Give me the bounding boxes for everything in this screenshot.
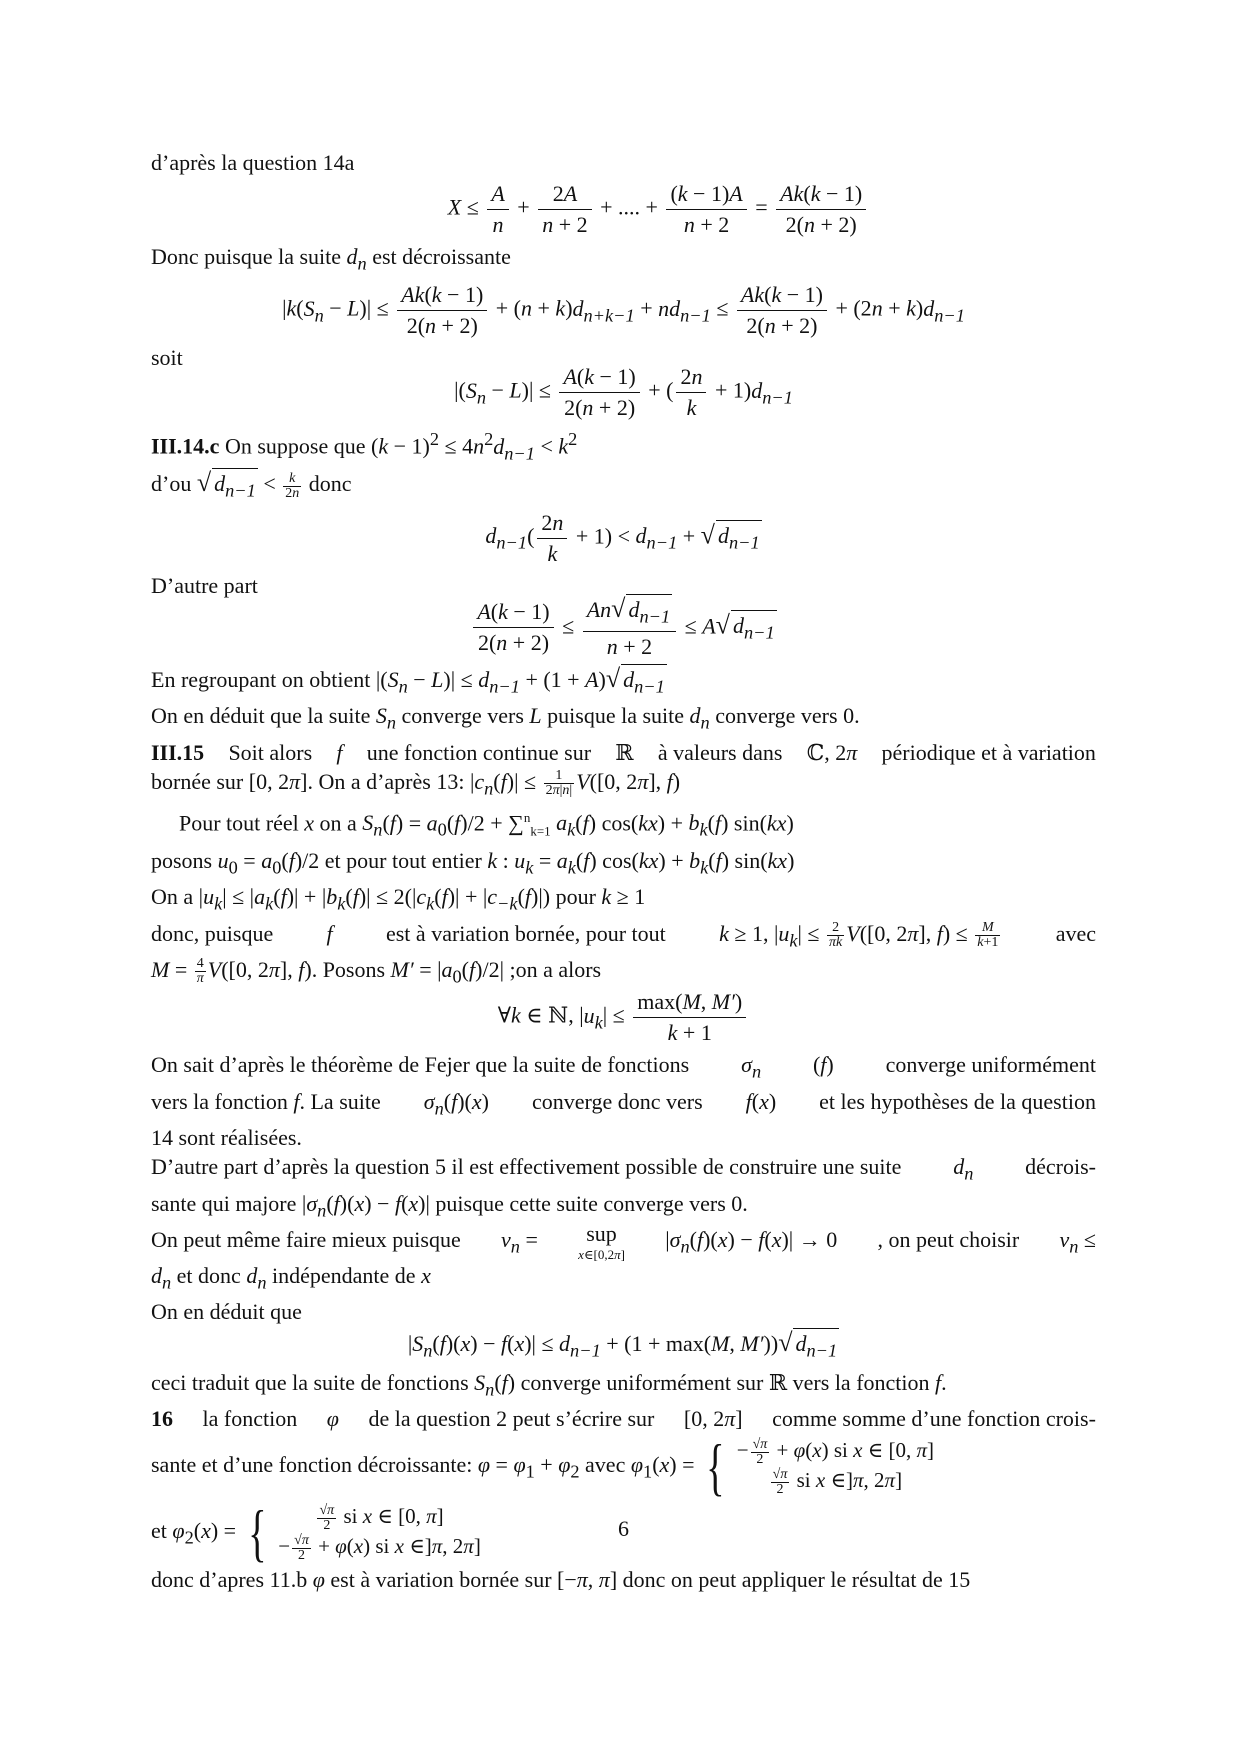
text-line: En regroupant on obtient $|(S_n - L)| \le d_{n-1} + (1 + A)√$ $d_{n-1}$ [151,664,1096,701]
text-line: III.15 Soit alors f une fonction continue sur ℝ à valeurs dans ℂ, 2π périodique et à variation [151,739,1096,765]
text-line: posons $u_0 = a_0(f)/2$ et pour tout entier k : $u_k = a_k(f) \cos(kx) + b_k(f)$ sin(kx) [151,847,795,878]
equation-a-bound: $\frac{A(k - 1)}{2(n + 2)}$ ≤ $\frac{An√ d_{n-1}}{n + 2}$ ≤ A√ $d_{n-1}$ [151,594,1096,662]
text-line: soit [151,345,183,371]
text-line: D’autre part [151,572,258,598]
text-line: d’ou √ $d_{n-1}$ < $\frac{k}{2n}$ donc [151,468,1096,505]
equation-k-sn: $|k(S_n - L)|$ ≤ $\frac{Ak(k - 1)}{2(n + 2)}$ + $(n + k)d_{n+k-1} + nd_{n-1}$ ≤ $\frac{Ak(k - 1)}{2(n + 2)}$ + $(2n + k)d_{n-1}$ [282,282,965,339]
text-line: donc, puisque f est à variation bornée, pour tout k ≥ 1, $|u_k|$ ≤ $\frac{2}{\pi k}$ V([0, 2π], f) ≤ $\frac{M}{k+1}$ avec [151,920,1096,951]
text-line: sante qui majore $|\sigma_n(f)(x) - f(x)|$ puisque cette suite converge vers 0. [151,1190,748,1220]
equation-sn-l: $|(S_n - L)|$ ≤ $\frac{A(k - 1)}{2(n + 2)}$ + ( $\frac{2n}{k}$ + $1)d_{n-1}$ [454,364,793,421]
text-line: $d_n$ et donc $d_n$ indépendante de x [151,1262,431,1293]
text-line: 16 la fonction φ de la question 2 peut s’écrire sur [0, 2π] comme somme d’une fonction crois- [151,1406,1096,1432]
text-line: On peut même faire mieux puisque $v_n$ = sup x∈[0,2π] $|\sigma_n(f)(x) - f(x)| \to 0$ , on peut choisir $v_n$ ≤ [151,1220,1096,1262]
equation-final-bound: $|S_n(f)(x) - f(x)| \le d_{n-1} + (1 + \max(M$, M′))√ $d_{n-1}$ [151,1328,1096,1365]
page-number: 6 [618,1516,629,1541]
text-line: donc d’apres 11.b φ est à variation bornée sur [−π, π] donc on peut appliquer le résultat de 15 [151,1567,971,1593]
text-line: 14 sont réalisées. [151,1125,302,1151]
text-line: d’après la question 14a [151,150,355,175]
piecewise-phi2: { $\frac{√\pi}{2}$ si x ∈ [0, π] − $\frac{√\pi}{2}$ + φ(x) si x ∈]π, 2π] [247,1497,481,1569]
text-line: bornée sur [0, 2π]. On a d’après 13: $|c_n(f)|$ ≤ $\frac{1}{2\pi|n|}$ V([0, 2π], f) [151,768,681,799]
text-line: On en déduit que [151,1299,302,1325]
page-content [151,148,1096,1594]
text-line: On en déduit que la suite $S_n$ converge vers L puisque la suite $d_n$ converge vers 0. [151,703,860,733]
text-line: et $\varphi_2(x)$ = { $\frac{√\pi}{2}$ si x ∈ [0, π] − $\frac{√\pi}{2}$ + φ(x) si x ∈]π, 2π] [151,1497,481,1569]
text-line: On sait d’après le théorème de Fejer que la suite de fonctions $\sigma_n$ (f) converge uniformément [151,1052,1096,1082]
text-line: D’autre part d’après la question 5 il est effectivement possible de construire une suite $d_n$ décrois- [151,1154,1096,1184]
text-line: Donc puisque la suite $d_n$ est décroissante [151,244,511,274]
text-line: vers la fonction f. La suite $\sigma_n(f)(x)$ converge donc vers f(x) et les hypothèses de la question [151,1088,1096,1119]
text-line: On a $|u_k| \le |a_k(f)| + |b_k(f)| \le 2(|c_k(f)| + |c_{-k}(f)|)$ pour k ≥ 1 [151,884,646,914]
piecewise-phi1: { − $\frac{√\pi}{2}$ + φ(x) si x ∈ [0, π] $\frac{√\pi}{2}$ si x ∈]π, 2π] [706,1431,934,1503]
equation-x-bound: X ≤ $\frac{A}{n}$ + $\frac{2A}{n + 2}$ + .... + $\frac{(k - 1)A}{n + 2}$ = $\frac{Ak(k - 1)}{2(n + 2)}$ [151,179,1096,240]
text-line: III.14.c On suppose que $(k - 1)^2 \le 4n^2d_{n-1} < k^2$ [151,429,578,464]
text-line: sante et d’une fonction décroissante: $\varphi = \varphi_1 + \varphi_2$ avec $\varphi_1(x)$ = { − $\frac{√\pi}{2}$ + φ(x) si x ∈ [0, π] $\frac{√\pi}{2}$ si x ∈]π, 2π] [151,1431,934,1503]
text-line: Pour tout réel x on a $S_n(f) = a_0(f)/2 + \sum^n_{k=1}$ $a_k(f) \cos(kx) + b_k(f)$ sin(kx) [179,810,794,840]
text-line: ceci traduit que la suite de fonctions $S_n(f)$ converge uniformément sur ℝ vers la fonction f. [151,1369,947,1400]
text-line: M = $\frac{4}{\pi}$ V([0, 2π], f). Posons $M' = |a_0(f)/2|$ ;on a alors [151,956,602,987]
equation-uk-bound: ∀k ∈ ℕ, $|u_k|$ ≤ $\frac{\max(M, M')}{k + 1}$ [151,987,1096,1048]
equation-dn-bound: $d_{n-1}$( $\frac{2n}{k}$ + $1) < d_{n-1}$ + √ $d_{n-1}$ [485,509,760,566]
